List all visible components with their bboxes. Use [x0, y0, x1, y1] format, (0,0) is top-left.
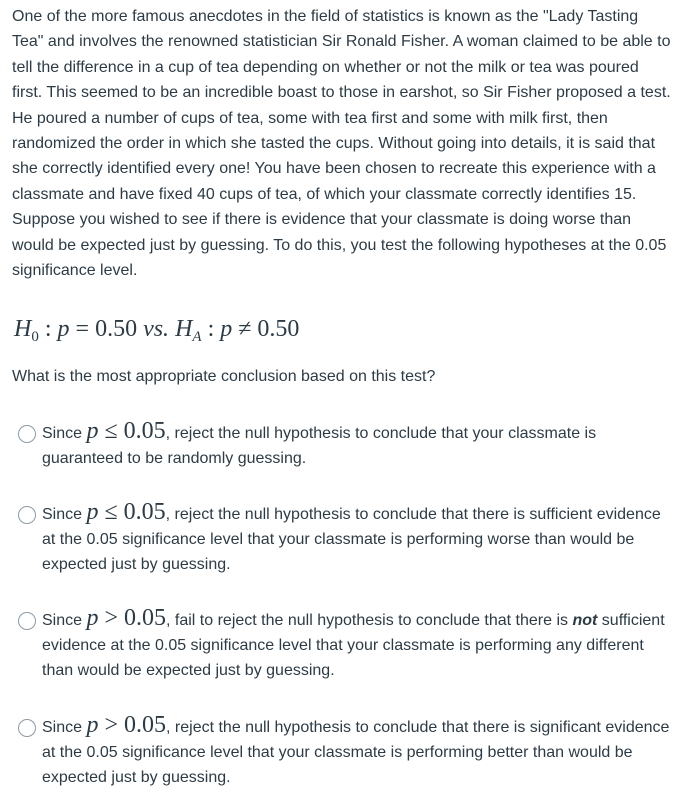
question-passage: One of the more famous anecdotes in the field of statistics is known as the "Lady Tasting Tea" and involves the renowned statistician Sir Ronald Fisher. A woman claimed to be able to tell the difference in a cup of tea depending on whether or not the milk or tea was poured first. This seemed to be an incredible boast to those in earshot, so Sir Fisher proposed a test. He poured a number of cups of tea, some with tea first and some with milk first, then randomized the order in which she tasted the cups. Without going into details, it is said that she correctly identified every one! You have been chosen to recreate this experience with a classmate and have fixed 40 cups of tea, of which your classmate correctly identifies 15. Suppose you wished to see if there is evidence that your classmate is doing worse than would be expected just by guessing. To do this, you test the following hypotheses at the 0.05 significance level.: [12, 8, 671, 280]
option-4-value: 0.05: [124, 712, 167, 738]
option-3-body-after: sufficient evidence at the 0.05 significance level that your classmate is performing any different than would be expected just by guessing.: [42, 612, 665, 680]
ha-letter: H: [175, 316, 193, 342]
answer-option-3-text[interactable]: [42, 606, 672, 684]
radio-button-3[interactable]: [18, 612, 36, 630]
option-4-operator: >: [104, 712, 119, 738]
h0-colon: :: [44, 316, 52, 342]
option-1-operator: ≤: [104, 418, 118, 444]
option-2-body: , reject the null hypothesis to conclude that there is sufficient evidence at the 0.05 significance level that your classmate is performing worse than would be expected just by guessing.: [42, 506, 661, 574]
option-4-p: p: [86, 712, 99, 738]
option-3-math: [86, 605, 166, 631]
option-2-value: 0.05: [123, 499, 166, 525]
answer-option-1-text[interactable]: [42, 419, 672, 471]
option-1-since: Since: [42, 425, 87, 442]
option-2-since: Since: [42, 506, 87, 523]
answer-option-4-text[interactable]: [42, 713, 672, 791]
radio-button-4[interactable]: [18, 719, 36, 737]
option-4-body: , reject the null hypothesis to conclude that there is significant evidence at the 0.05 significance level that your classmate is performing better than would be expected just by guessing.: [42, 719, 670, 787]
h0-letter: H: [14, 316, 32, 342]
h0-subscript: 0: [31, 329, 39, 345]
radio-button-1[interactable]: [18, 425, 36, 443]
option-1-value: 0.05: [123, 418, 166, 444]
option-4-math: [86, 712, 166, 738]
option-2-p: p: [86, 499, 99, 525]
ha-subscript: [192, 329, 201, 345]
option-3-emphasis: not: [572, 612, 598, 629]
h0-equals: =: [75, 316, 90, 342]
ha-not-equal: ≠: [238, 316, 252, 342]
option-3-value: 0.05: [124, 605, 167, 631]
vs-text: vs.: [143, 316, 170, 342]
option-1-body: , reject the null hypothesis to conclude that your classmate is guaranteed to be randomly guessing.: [42, 425, 597, 468]
option-3-operator: >: [104, 605, 119, 631]
option-2-math: [86, 499, 165, 525]
option-1-p: p: [86, 418, 99, 444]
option-3-since: Since: [42, 612, 87, 629]
option-2-operator: ≤: [104, 499, 118, 525]
question-prompt: What is the most appropriate conclusion based on this test?: [12, 368, 436, 385]
option-3-body-before: , fail to reject the null hypothesis to conclude that there is: [166, 612, 573, 629]
ha-colon: :: [207, 316, 215, 342]
option-1-math: [86, 418, 165, 444]
option-4-since: Since: [42, 719, 87, 736]
ha-subscript-text: A: [192, 329, 202, 345]
ha-p: p: [220, 316, 233, 342]
h0-value: 0.50: [95, 316, 138, 342]
answer-option-2-text[interactable]: [42, 500, 672, 578]
h0-p: p: [57, 316, 70, 342]
ha-value: 0.50: [257, 316, 300, 342]
radio-button-2[interactable]: [18, 506, 36, 524]
option-3-p: p: [86, 605, 99, 631]
hypotheses-formula: [14, 316, 299, 343]
